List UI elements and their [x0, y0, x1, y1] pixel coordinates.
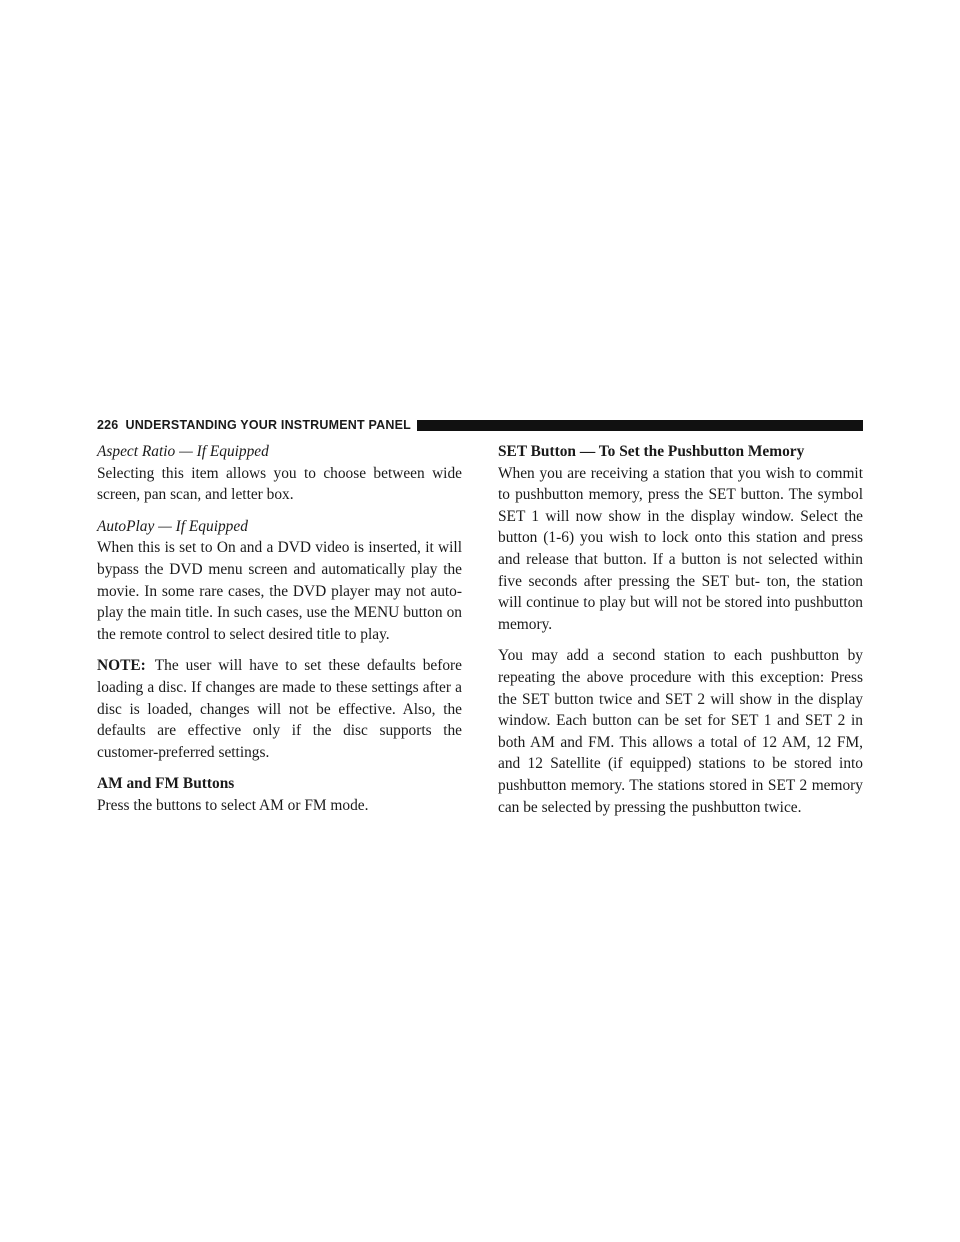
page-header — [97, 418, 863, 432]
set-button-body-1: When you are receiving a station that you wish to commit to pushbutton memory, press the SET button. The symbol SET 1 will now show in the display window. Select the button (1-6) you wish to lock onto this station and press and release that button. If a button is not selected within five seconds after pressing the SET but- ton, the station will continue to play but will not be stored into pushbutton memory. — [498, 464, 863, 633]
set-button-body-2: You may add a second station to each pushbutton by repeating the above procedure with this exception: Press the SET button twice and SET 2 will show in the display window. Each button can be set for SET 1 and SET 2 in both AM and FM. This allows a total of 12 AM, 12 FM, and 12 Satellite (if equipped) stations to be stored into pushbutton memory. The stations stored in SET 2 memory can be selected by pressing the pushbutton twice. — [498, 647, 863, 816]
am-fm-heading: AM and FM Buttons — [97, 775, 235, 793]
note-label: NOTE: — [97, 657, 146, 675]
set-button-heading: SET Button — To Set the Pushbutton Memory — [498, 443, 805, 460]
note-body: The user will have to set these defaults before loading a disc. If changes are made to these settings after a disc is loaded, changes will not be effective. Also, the defaults are effective only if the disc supports the customer-preferred settings. — [97, 657, 462, 761]
section-title: UNDERSTANDING YOUR INSTRUMENT PANEL — [125, 418, 411, 432]
aspect-ratio-heading: Aspect Ratio — If Equipped — [97, 443, 269, 460]
left-column — [97, 441, 462, 817]
right-column — [498, 441, 863, 818]
header-rule-bar — [417, 420, 863, 431]
autoplay-body: When this is set to On and a DVD video is inserted, it will bypass the DVD menu screen and automatically play the movie. In some rare cases, the DVD player may not auto-play the main title. In such cases, use the MENU button on the remote control to select desired title to play. — [97, 539, 462, 643]
page-number: 226 — [97, 418, 119, 432]
note-paragraph — [97, 655, 462, 763]
am-fm-body: Press the buttons to select AM or FM mode. — [97, 796, 369, 814]
aspect-ratio-body: Selecting this item allows you to choose between wide screen, pan scan, and letter box. — [97, 464, 462, 504]
autoplay-heading: AutoPlay — If Equipped — [97, 517, 248, 535]
